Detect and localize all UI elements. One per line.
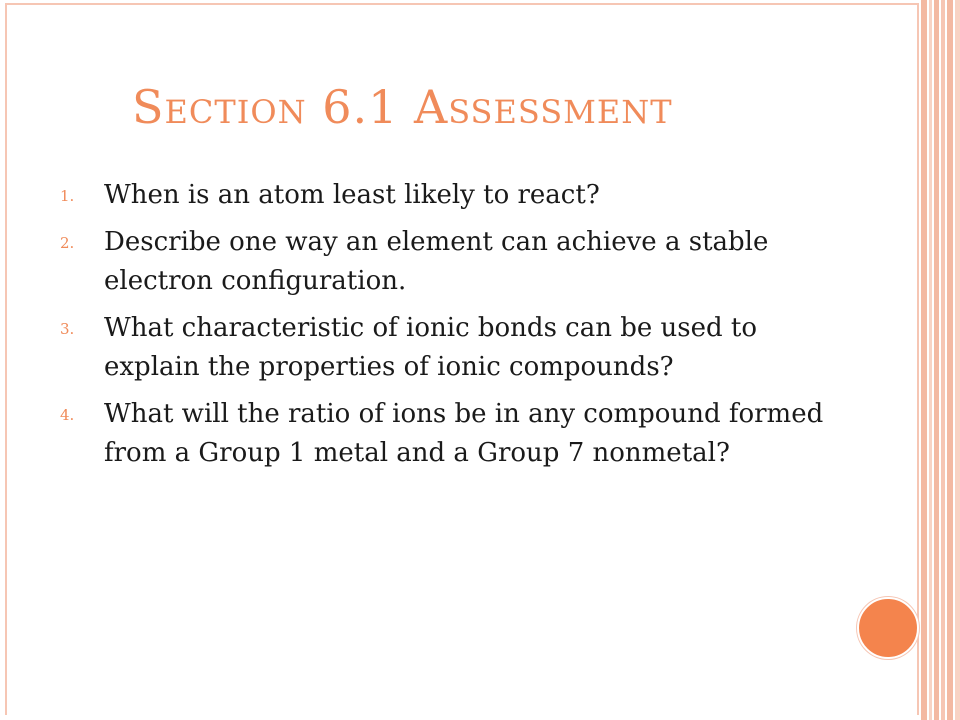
decorative-stripe <box>941 0 945 720</box>
question-list <box>60 176 840 481</box>
decorative-stripe <box>929 0 932 720</box>
question-text: What characteristic of ionic bonds can be used to explain the properties of ionic compounds? <box>104 313 758 382</box>
question-number: 3. <box>60 320 75 338</box>
slide-title: Section 6.1 Assessment <box>132 80 673 134</box>
decorative-stripe <box>955 0 960 720</box>
question-item <box>60 223 840 301</box>
decorative-stripe <box>934 0 939 720</box>
question-text: Describe one way an element can achieve a stable electron configuration. <box>104 227 769 296</box>
question-text: When is an atom least likely to react? <box>104 180 600 210</box>
question-number: 4. <box>60 406 75 424</box>
decorative-stripe <box>947 0 953 720</box>
question-item <box>60 395 840 473</box>
question-item <box>60 176 840 215</box>
question-number: 2. <box>60 234 75 252</box>
decorative-stripe <box>921 0 927 720</box>
question-item <box>60 309 840 387</box>
question-text: What will the ratio of ions be in any compound formed from a Group 1 metal and a Group 7 nonmetal? <box>104 399 824 468</box>
decorative-circle <box>857 597 919 659</box>
question-number: 1. <box>60 187 75 205</box>
